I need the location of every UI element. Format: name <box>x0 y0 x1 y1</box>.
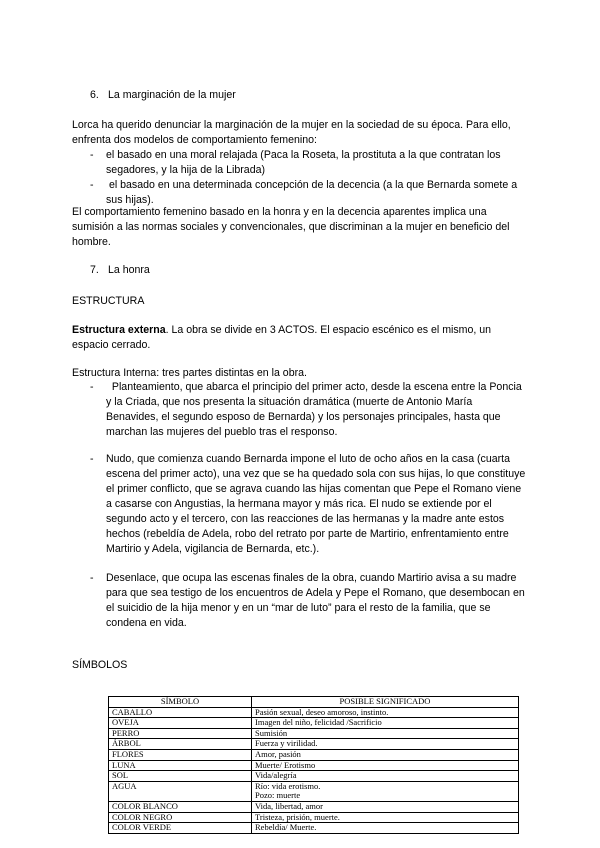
section-7-heading <box>90 263 150 278</box>
parts-list <box>72 380 527 440</box>
meaning-line: Pozo: muerte <box>255 790 301 801</box>
meaning-cell <box>252 781 519 801</box>
table-row <box>109 739 519 750</box>
intro-paragraph: Lorca ha querido denunciar la marginación de la mujer en la sociedad de su época. Para ello, enfrenta dos modelos de comportamiento femenino: <box>72 119 511 146</box>
symbol-cell: LUNA <box>109 760 252 771</box>
meaning-cell: Pasión sexual, deseo amoroso, instinto. <box>252 707 519 718</box>
estructura-heading: ESTRUCTURA <box>72 295 145 307</box>
symbol-cell: SOL <box>109 771 252 782</box>
symbol-cell: PERRO <box>109 728 252 739</box>
simbolos-heading: SÍMBOLOS <box>72 659 128 671</box>
table-row <box>109 728 519 739</box>
header-simbolo: SÍMBOLO <box>109 697 252 708</box>
meaning-cell: Vida, libertad, amor <box>252 801 519 812</box>
estructura-externa <box>72 323 527 353</box>
estructura-interna-intro: Estructura Interna: tres partes distintas en la obra. <box>72 367 307 379</box>
meaning-cell: Muerte/ Erotismo <box>252 760 519 771</box>
list-item: - el basado en una moral relajada (Paca la Roseta, la prostituta a la que contratan los segadores, y la hija de la Librada) <box>90 149 501 176</box>
list-item: - Desenlace, que ocupa las escenas finales de la obra, cuando Martirio avisa a su madre para que sea testigo de los encuentros de Adela y Pepe el Romano, que desembocan en el suicidio de la hija menor y en un “mar de luto” para el resto de la familia, que se condena en vida. <box>90 572 525 629</box>
parts-list-2 <box>72 452 527 557</box>
header-significado: POSIBLE SIGNIFICADO <box>252 697 519 708</box>
parts-list-3 <box>72 571 527 631</box>
symbols-table <box>108 696 519 834</box>
section-6-title: La marginación de la mujer <box>108 89 236 101</box>
meaning-cell: Sumisión <box>252 728 519 739</box>
list-item: - Nudo, que comienza cuando Bernarda impone el luto de ocho años en la casa (cuarta escena del primer acto), una vez que se ha quedado sola con sus hijas, lo que constituye el primer conflicto, que se agrava cuando las hijas comentan que Pepe el Romano viene a casarse con Angustias, la hermana mayor y más rica. El nudo se extiende por el segundo acto y el tercero, con las reacciones de las hermanas y la madre ante estos hechos (rebeldía de Adela, robo del retrato por parte de Martirio, enfrentamiento entre Martirio y Adela, vigilancia de Bernarda, etc.). <box>90 453 526 555</box>
meaning-cell: Amor, pasión <box>252 749 519 760</box>
table-row <box>109 801 519 812</box>
table-row <box>109 771 519 782</box>
section-7-number: 7. <box>90 264 99 276</box>
list-item: - Planteamiento, que abarca el principio del primer acto, desde la escena entre la Poncia y la Criada, que nos presenta la situación dramática (muerte de Antonio María Benavides, el segundo esposo de Bernarda) y los personajes principales, hasta que marchan las mujeres del pueblo tras el responso. <box>90 381 525 438</box>
table-row <box>109 781 519 801</box>
section-6-heading <box>90 88 236 103</box>
meaning-cell: Fuerza y virilidad. <box>252 739 519 750</box>
meaning-cell: Vida/alegría <box>252 771 519 782</box>
symbol-cell: COLOR NEGRO <box>109 812 252 823</box>
meaning-cell: Tristeza, prisión, muerte. <box>252 812 519 823</box>
symbol-cell: COLOR BLANCO <box>109 801 252 812</box>
estructura-externa-text: . La obra se divide en 3 ACTOS. El espacio escénico es el mismo, un espacio cerrado. <box>72 324 492 351</box>
symbol-cell: CABALLO <box>109 707 252 718</box>
section-7-title: La honra <box>108 264 150 276</box>
models-list <box>72 148 527 208</box>
part-planteamiento: Planteamiento, que abarca el principio del primer acto, desde la escena entre la Poncia y la Criada, que nos presenta la situación dramática (muerte de Antonio María Benavides, el segundo esposo de Bernarda) y los personajes principales, hasta que marchan las mujeres del pueblo tras el responso. <box>106 381 525 438</box>
table-row <box>109 823 519 834</box>
table-row <box>109 760 519 771</box>
symbol-cell: FLORES <box>109 749 252 760</box>
meaning-cell: Imagen del niño, felicidad /Sacrificio <box>252 718 519 729</box>
meaning-cell: Rebeldía/ Muerte. <box>252 823 519 834</box>
table-row <box>109 707 519 718</box>
model-relajada: el basado en una moral relajada (Paca la Roseta, la prostituta a la que contratan los segadores, y la hija de la Librada) <box>106 149 501 176</box>
symbol-cell: AGUA <box>109 781 252 801</box>
meaning-line: Río: vida erotismo. <box>255 780 321 791</box>
list-item: - el basado en una determinada concepción de la decencia (a la que Bernarda somete a sus hijas). <box>90 179 521 206</box>
table-row <box>109 812 519 823</box>
symbol-cell: ÁRBOL <box>109 739 252 750</box>
symbol-cell: COLOR VERDE <box>109 823 252 834</box>
symbol-cell: OVEJA <box>109 718 252 729</box>
section-6-number: 6. <box>90 89 99 101</box>
table-row <box>109 718 519 729</box>
table-row <box>109 749 519 760</box>
estructura-externa-label: Estructura externa <box>72 324 166 336</box>
behavior-paragraph: El comportamiento femenino basado en la honra y en la decencia aparentes implica una sumisión a las normas sociales y convencionales, que discriminan a la mujer en beneficio del hombre. <box>72 206 510 248</box>
table-header-row <box>109 697 519 708</box>
part-nudo: Nudo, que comienza cuando Bernarda impone el luto de ocho años en la casa (cuarta escena del primer acto), una vez que se ha quedado sola con sus hijas, lo que constituye el primer conflicto, que se agrava cuando las hijas comentan que Pepe el Romano viene a casarse con Angustias, la hermana mayor y más rica. El nudo se extiende por el segundo acto y el tercero, con las reacciones de las hermanas y la madre ante estos hechos (rebeldía de Adela, robo del retrato por parte de Martirio, enfrentamiento entre Martirio y Adela, vigilancia de Bernarda, etc.). <box>106 453 526 555</box>
model-decencia: el basado en una determinada concepción de la decencia (a la que Bernarda somete a sus hijas). <box>106 179 521 206</box>
part-desenlace: Desenlace, que ocupa las escenas finales de la obra, cuando Martirio avisa a su madre para que sea testigo de los encuentros de Adela y Pepe el Romano, que desembocan en el suicidio de la hija menor y en un “mar de luto” para el resto de la familia, que se condena en vida. <box>106 572 525 629</box>
